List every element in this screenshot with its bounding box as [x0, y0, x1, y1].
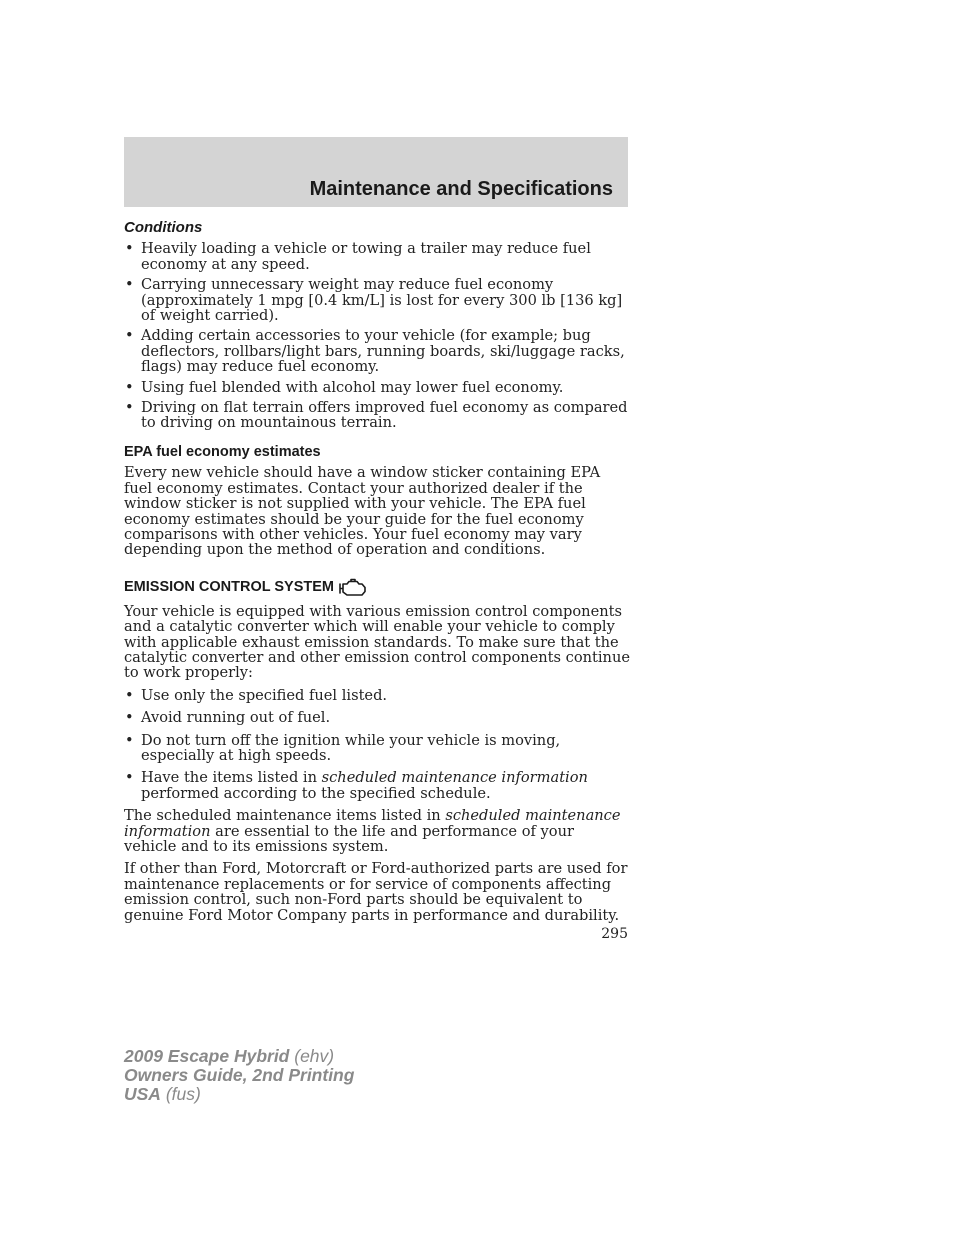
emission-intro: Your vehicle is equipped with various emission control components and a catalytic converter which will enable your vehicle to comply with applicable exhaust emission standards. To make sure that the catalytic converter and other emission control components continue to work properly:	[124, 602, 630, 682]
emission-paragraph-2	[124, 808, 630, 854]
footer-line-1	[124, 1047, 354, 1066]
list-item: • Do not turn off the ignition while your vehicle is moving, especially at high speeds.	[124, 733, 630, 764]
paragraph-text: are essential to the life and performance of your vehicle and to its emissions system.	[124, 822, 574, 855]
emission-heading-text: EMISSION CONTROL SYSTEM	[124, 579, 335, 596]
conditions-heading: Conditions	[124, 219, 203, 236]
section-header-band	[124, 137, 628, 207]
list-item-text: Have the items listed in	[141, 769, 322, 787]
list-item-text: performed according to the specified schedule.	[141, 784, 491, 802]
conditions-list	[124, 241, 630, 430]
footer-printing: Owners Guide, 2nd Printing	[124, 1065, 355, 1085]
list-item: • Adding certain accessories to your vehicle (for example; bug deflectors, rollbars/light bars, running boards, ski/luggage racks, flags) may reduce fuel economy.	[124, 328, 630, 374]
list-item	[124, 770, 630, 801]
emission-heading	[124, 578, 630, 598]
list-item: • Heavily loading a vehicle or towing a trailer may reduce fuel economy at any speed.	[124, 241, 630, 272]
epa-heading: EPA fuel economy estimates	[124, 443, 321, 460]
footer-line-2	[124, 1066, 354, 1085]
list-item: • Use only the specified fuel listed.	[124, 688, 630, 703]
footer-market-code: (fus)	[160, 1084, 201, 1104]
italic-reference: scheduled maintenance information	[321, 769, 588, 787]
emission-paragraph-3: If other than Ford, Motorcraft or Ford-authorized parts are used for maintenance replacements or for service of components affecting emission control, such non-Ford parts should be equivalent to genuine Ford Motor Company parts in performance and durability.	[124, 860, 628, 924]
paragraph-text: The scheduled maintenance items listed in	[124, 807, 446, 825]
list-item: • Driving on flat terrain offers improved fuel economy as compared to driving on mountainous terrain.	[124, 400, 630, 431]
page-number: 295	[601, 926, 628, 942]
page-content	[124, 220, 630, 930]
footer-market: USA	[124, 1084, 161, 1104]
list-item: • Using fuel blended with alcohol may lower fuel economy.	[124, 380, 630, 395]
epa-paragraph: Every new vehicle should have a window sticker containing EPA fuel economy estimates. Contact your authorized dealer if the window sticker is not supplied with your vehicle. The EPA fuel economy estimates should be your guide for the fuel economy comparisons with other vehicles. Your fuel economy may vary depending upon the method of operation and conditions.	[124, 464, 601, 559]
list-item: • Carrying unnecessary weight may reduce fuel economy (approximately 1 mpg [0.4 km/L] is lost for every 300 lb [136 kg] of weight carried).	[124, 277, 630, 323]
section-title: Maintenance and Specifications	[309, 178, 613, 200]
emission-list	[124, 688, 630, 801]
footer-line-3	[124, 1085, 354, 1104]
italic-reference: scheduled maintenance information	[124, 807, 621, 840]
list-item: • Avoid running out of fuel.	[124, 710, 630, 725]
footer-model: 2009 Escape Hybrid	[124, 1046, 290, 1066]
footer-model-code: (ehv)	[289, 1046, 335, 1066]
engine-icon	[338, 578, 368, 598]
footer-imprint	[124, 1047, 354, 1104]
